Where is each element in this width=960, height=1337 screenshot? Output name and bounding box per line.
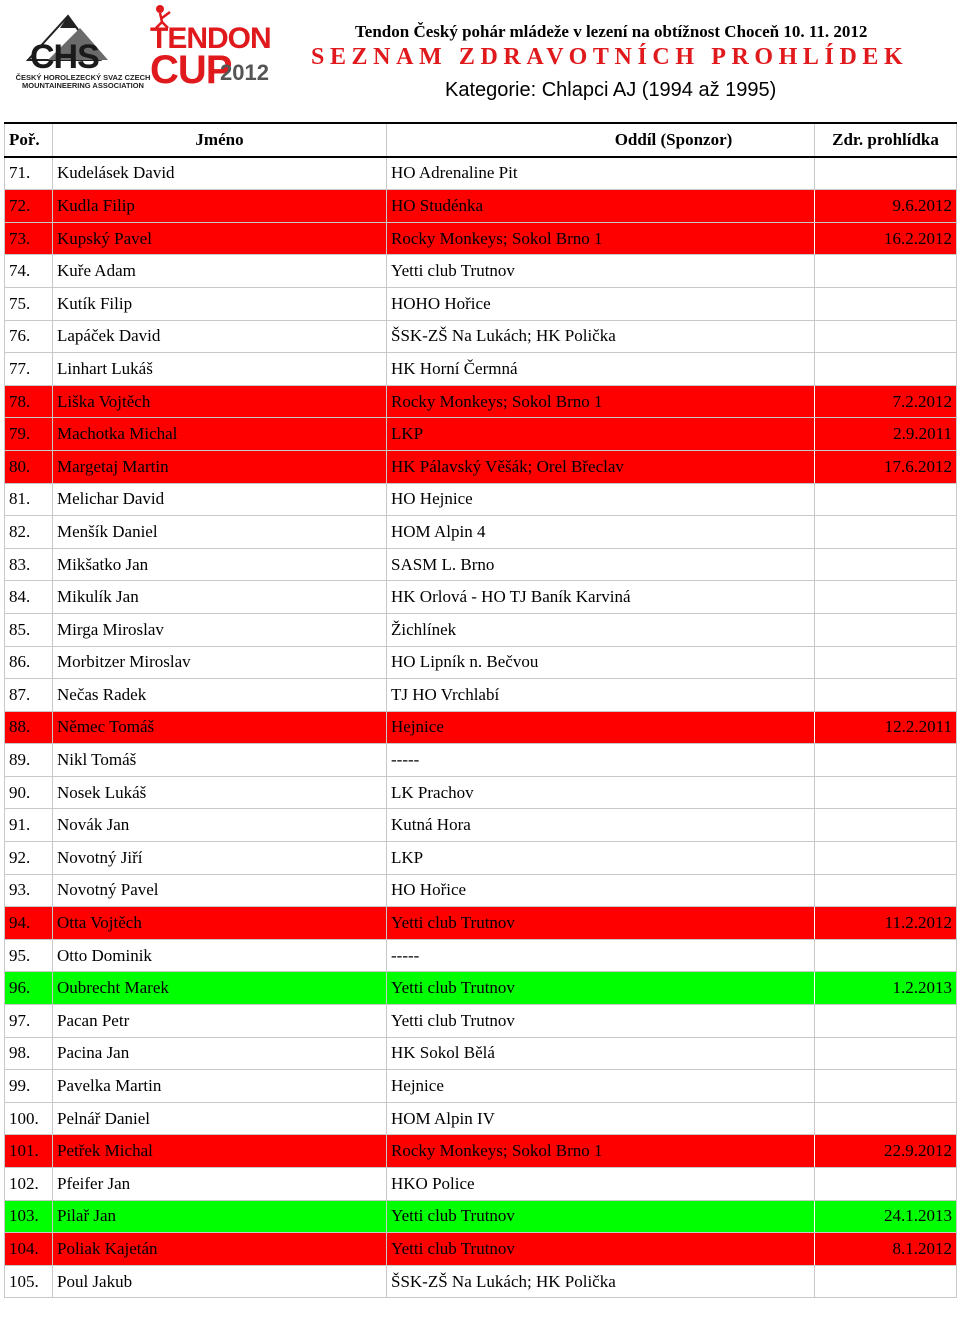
row-name: Linhart Lukáš bbox=[53, 353, 387, 386]
row-club: HO Lipník n. Bečvou bbox=[387, 646, 815, 679]
row-name: Oubrecht Marek bbox=[53, 972, 387, 1005]
table-row bbox=[5, 548, 957, 581]
cup-logo-year: 2012 bbox=[220, 60, 269, 85]
row-num: 72. bbox=[5, 190, 53, 223]
row-club: Hejnice bbox=[387, 711, 815, 744]
row-name: Pavelka Martin bbox=[53, 1070, 387, 1103]
row-date bbox=[815, 320, 957, 353]
row-date bbox=[815, 744, 957, 777]
row-name: Pilař Jan bbox=[53, 1200, 387, 1233]
table-row bbox=[5, 255, 957, 288]
row-name: Pacan Petr bbox=[53, 1005, 387, 1038]
header-name: Jméno bbox=[53, 123, 387, 157]
table-row bbox=[5, 222, 957, 255]
row-date bbox=[815, 939, 957, 972]
row-num: 87. bbox=[5, 679, 53, 712]
row-club: Yetti club Trutnov bbox=[387, 255, 815, 288]
table-row bbox=[5, 287, 957, 320]
row-name: Liška Vojtěch bbox=[53, 385, 387, 418]
table-row bbox=[5, 385, 957, 418]
table-row bbox=[5, 353, 957, 386]
row-date: 17.6.2012 bbox=[815, 450, 957, 483]
table-row bbox=[5, 483, 957, 516]
table-row bbox=[5, 679, 957, 712]
row-name: Mikulík Jan bbox=[53, 581, 387, 614]
row-club: HO Adrenaline Pit bbox=[387, 157, 815, 190]
row-date bbox=[815, 1005, 957, 1038]
row-date: 11.2.2012 bbox=[815, 907, 957, 940]
row-name: Novák Jan bbox=[53, 809, 387, 842]
row-date bbox=[815, 874, 957, 907]
table-header-row bbox=[5, 123, 957, 157]
row-date bbox=[815, 809, 957, 842]
row-name: Kutík Filip bbox=[53, 287, 387, 320]
table-row bbox=[5, 190, 957, 223]
row-num: 74. bbox=[5, 255, 53, 288]
row-num: 102. bbox=[5, 1168, 53, 1201]
row-date: 1.2.2013 bbox=[815, 972, 957, 1005]
row-name: Petřek Michal bbox=[53, 1135, 387, 1168]
row-name: Machotka Michal bbox=[53, 418, 387, 451]
row-name: Otto Dominik bbox=[53, 939, 387, 972]
row-num: 85. bbox=[5, 613, 53, 646]
table-row bbox=[5, 418, 957, 451]
row-club: LKP bbox=[387, 842, 815, 875]
row-club: Kutná Hora bbox=[387, 809, 815, 842]
row-num: 81. bbox=[5, 483, 53, 516]
table-row bbox=[5, 320, 957, 353]
row-num: 94. bbox=[5, 907, 53, 940]
table-row bbox=[5, 809, 957, 842]
row-date bbox=[815, 353, 957, 386]
table-row bbox=[5, 581, 957, 614]
row-date: 12.2.2011 bbox=[815, 711, 957, 744]
table-row bbox=[5, 1200, 957, 1233]
row-club: HK Horní Čermná bbox=[387, 353, 815, 386]
row-num: 96. bbox=[5, 972, 53, 1005]
row-date bbox=[815, 287, 957, 320]
table-row bbox=[5, 939, 957, 972]
row-date bbox=[815, 646, 957, 679]
row-club: ----- bbox=[387, 744, 815, 777]
table-row bbox=[5, 842, 957, 875]
table-row bbox=[5, 1135, 957, 1168]
row-club: Yetti club Trutnov bbox=[387, 972, 815, 1005]
table-row bbox=[5, 646, 957, 679]
row-name: Poul Jakub bbox=[53, 1265, 387, 1298]
row-name: Kudelásek David bbox=[53, 157, 387, 190]
row-date bbox=[815, 776, 957, 809]
row-num: 98. bbox=[5, 1037, 53, 1070]
table-row bbox=[5, 157, 957, 190]
row-club: LK Prachov bbox=[387, 776, 815, 809]
chs-logo-text: CHS bbox=[30, 38, 99, 76]
row-club: Yetti club Trutnov bbox=[387, 907, 815, 940]
table-row bbox=[5, 1233, 957, 1266]
row-club: Rocky Monkeys; Sokol Brno 1 bbox=[387, 222, 815, 255]
row-num: 75. bbox=[5, 287, 53, 320]
row-date bbox=[815, 1168, 957, 1201]
table-row bbox=[5, 907, 957, 940]
table-row bbox=[5, 711, 957, 744]
row-num: 71. bbox=[5, 157, 53, 190]
chs-logo bbox=[8, 8, 151, 90]
row-num: 84. bbox=[5, 581, 53, 614]
row-club: TJ HO Vrchlabí bbox=[387, 679, 815, 712]
row-date: 2.9.2011 bbox=[815, 418, 957, 451]
row-num: 76. bbox=[5, 320, 53, 353]
row-name: Kudla Filip bbox=[53, 190, 387, 223]
row-date bbox=[815, 157, 957, 190]
row-name: Margetaj Martin bbox=[53, 450, 387, 483]
row-name: Lapáček David bbox=[53, 320, 387, 353]
row-date bbox=[815, 548, 957, 581]
row-name: Nosek Lukáš bbox=[53, 776, 387, 809]
row-num: 83. bbox=[5, 548, 53, 581]
row-club: ŠSK-ZŠ Na Lukách; HK Polička bbox=[387, 320, 815, 353]
row-name: Mirga Miroslav bbox=[53, 613, 387, 646]
row-num: 101. bbox=[5, 1135, 53, 1168]
row-name: Pelnář Daniel bbox=[53, 1102, 387, 1135]
row-date bbox=[815, 516, 957, 549]
table-row bbox=[5, 516, 957, 549]
header-club: Oddíl (Sponzor) bbox=[387, 123, 815, 157]
row-club: HO Studénka bbox=[387, 190, 815, 223]
row-club: ŠSK-ZŠ Na Lukách; HK Polička bbox=[387, 1265, 815, 1298]
category-label: Kategorie: Chlapci AJ (1994 až 1995) bbox=[445, 79, 777, 101]
row-club: HK Orlová - HO TJ Baník Karviná bbox=[387, 581, 815, 614]
row-date bbox=[815, 1070, 957, 1103]
row-num: 105. bbox=[5, 1265, 53, 1298]
table-row bbox=[5, 1265, 957, 1298]
row-num: 78. bbox=[5, 385, 53, 418]
row-club: Yetti club Trutnov bbox=[387, 1005, 815, 1038]
row-num: 97. bbox=[5, 1005, 53, 1038]
row-club: HK Pálavský Věšák; Orel Břeclav bbox=[387, 450, 815, 483]
row-num: 77. bbox=[5, 353, 53, 386]
page-header bbox=[0, 0, 960, 122]
header-num: Poř. bbox=[5, 123, 53, 157]
row-date bbox=[815, 1265, 957, 1298]
row-club: Žichlínek bbox=[387, 613, 815, 646]
row-date: 24.1.2013 bbox=[815, 1200, 957, 1233]
row-club: LKP bbox=[387, 418, 815, 451]
row-date bbox=[815, 1102, 957, 1135]
row-name: Nikl Tomáš bbox=[53, 744, 387, 777]
row-date bbox=[815, 679, 957, 712]
row-num: 95. bbox=[5, 939, 53, 972]
row-club: HOM Alpin 4 bbox=[387, 516, 815, 549]
row-date bbox=[815, 1037, 957, 1070]
row-num: 93. bbox=[5, 874, 53, 907]
table-row bbox=[5, 1102, 957, 1135]
table-row bbox=[5, 874, 957, 907]
row-date bbox=[815, 581, 957, 614]
row-num: 100. bbox=[5, 1102, 53, 1135]
row-name: Melichar David bbox=[53, 483, 387, 516]
table-row bbox=[5, 776, 957, 809]
row-club: HO Hořice bbox=[387, 874, 815, 907]
row-club: HOM Alpin IV bbox=[387, 1102, 815, 1135]
row-club: ----- bbox=[387, 939, 815, 972]
row-date: 16.2.2012 bbox=[815, 222, 957, 255]
row-num: 86. bbox=[5, 646, 53, 679]
row-date: 9.6.2012 bbox=[815, 190, 957, 223]
row-club: HKO Police bbox=[387, 1168, 815, 1201]
tendon-cup-logo bbox=[150, 4, 290, 92]
row-num: 79. bbox=[5, 418, 53, 451]
row-name: Morbitzer Miroslav bbox=[53, 646, 387, 679]
table-row bbox=[5, 744, 957, 777]
row-num: 91. bbox=[5, 809, 53, 842]
row-num: 80. bbox=[5, 450, 53, 483]
row-num: 103. bbox=[5, 1200, 53, 1233]
table-row bbox=[5, 1070, 957, 1103]
row-date: 22.9.2012 bbox=[815, 1135, 957, 1168]
table-row bbox=[5, 1037, 957, 1070]
row-name: Novotný Pavel bbox=[53, 874, 387, 907]
event-title: Tendon Český pohár mládeže v lezení na obtížnost Choceň 10. 11. 2012 bbox=[355, 22, 868, 41]
row-date bbox=[815, 255, 957, 288]
table-row bbox=[5, 613, 957, 646]
row-name: Pfeifer Jan bbox=[53, 1168, 387, 1201]
row-name: Mikšatko Jan bbox=[53, 548, 387, 581]
row-date bbox=[815, 842, 957, 875]
row-name: Němec Tomáš bbox=[53, 711, 387, 744]
table-row bbox=[5, 450, 957, 483]
row-club: SASM L. Brno bbox=[387, 548, 815, 581]
medical-check-table bbox=[4, 122, 957, 1298]
row-name: Kupský Pavel bbox=[53, 222, 387, 255]
chs-logo-subtitle: ČESKÝ HOROLEZECKÝ SVAZ CZECH MOUNTAINEERING ASSOCIATION bbox=[15, 73, 151, 90]
row-club: Yetti club Trutnov bbox=[387, 1200, 815, 1233]
row-name: Pacina Jan bbox=[53, 1037, 387, 1070]
row-club: Rocky Monkeys; Sokol Brno 1 bbox=[387, 1135, 815, 1168]
row-date bbox=[815, 483, 957, 516]
row-name: Menšík Daniel bbox=[53, 516, 387, 549]
row-num: 73. bbox=[5, 222, 53, 255]
row-date: 7.2.2012 bbox=[815, 385, 957, 418]
row-date: 8.1.2012 bbox=[815, 1233, 957, 1266]
row-num: 104. bbox=[5, 1233, 53, 1266]
row-name: Otta Vojtěch bbox=[53, 907, 387, 940]
row-num: 88. bbox=[5, 711, 53, 744]
row-club: Yetti club Trutnov bbox=[387, 1233, 815, 1266]
row-num: 90. bbox=[5, 776, 53, 809]
tendon-logo-word: TENDON bbox=[150, 22, 271, 55]
row-name: Poliak Kajetán bbox=[53, 1233, 387, 1266]
row-club: HK Sokol Bělá bbox=[387, 1037, 815, 1070]
row-num: 92. bbox=[5, 842, 53, 875]
table-row bbox=[5, 1005, 957, 1038]
table-row bbox=[5, 972, 957, 1005]
row-num: 89. bbox=[5, 744, 53, 777]
row-name: Kuře Adam bbox=[53, 255, 387, 288]
row-name: Novotný Jiří bbox=[53, 842, 387, 875]
row-num: 99. bbox=[5, 1070, 53, 1103]
cup-logo-word: CUP bbox=[150, 48, 232, 92]
row-club: Hejnice bbox=[387, 1070, 815, 1103]
document-title: SEZNAM ZDRAVOTNÍCH PROHLÍDEK bbox=[311, 44, 909, 70]
row-club: Rocky Monkeys; Sokol Brno 1 bbox=[387, 385, 815, 418]
row-name: Nečas Radek bbox=[53, 679, 387, 712]
table-row bbox=[5, 1168, 957, 1201]
row-date bbox=[815, 613, 957, 646]
header-date: Zdr. prohlídka bbox=[815, 123, 957, 157]
row-club: HO Hejnice bbox=[387, 483, 815, 516]
row-club: HOHO Hořice bbox=[387, 287, 815, 320]
row-num: 82. bbox=[5, 516, 53, 549]
